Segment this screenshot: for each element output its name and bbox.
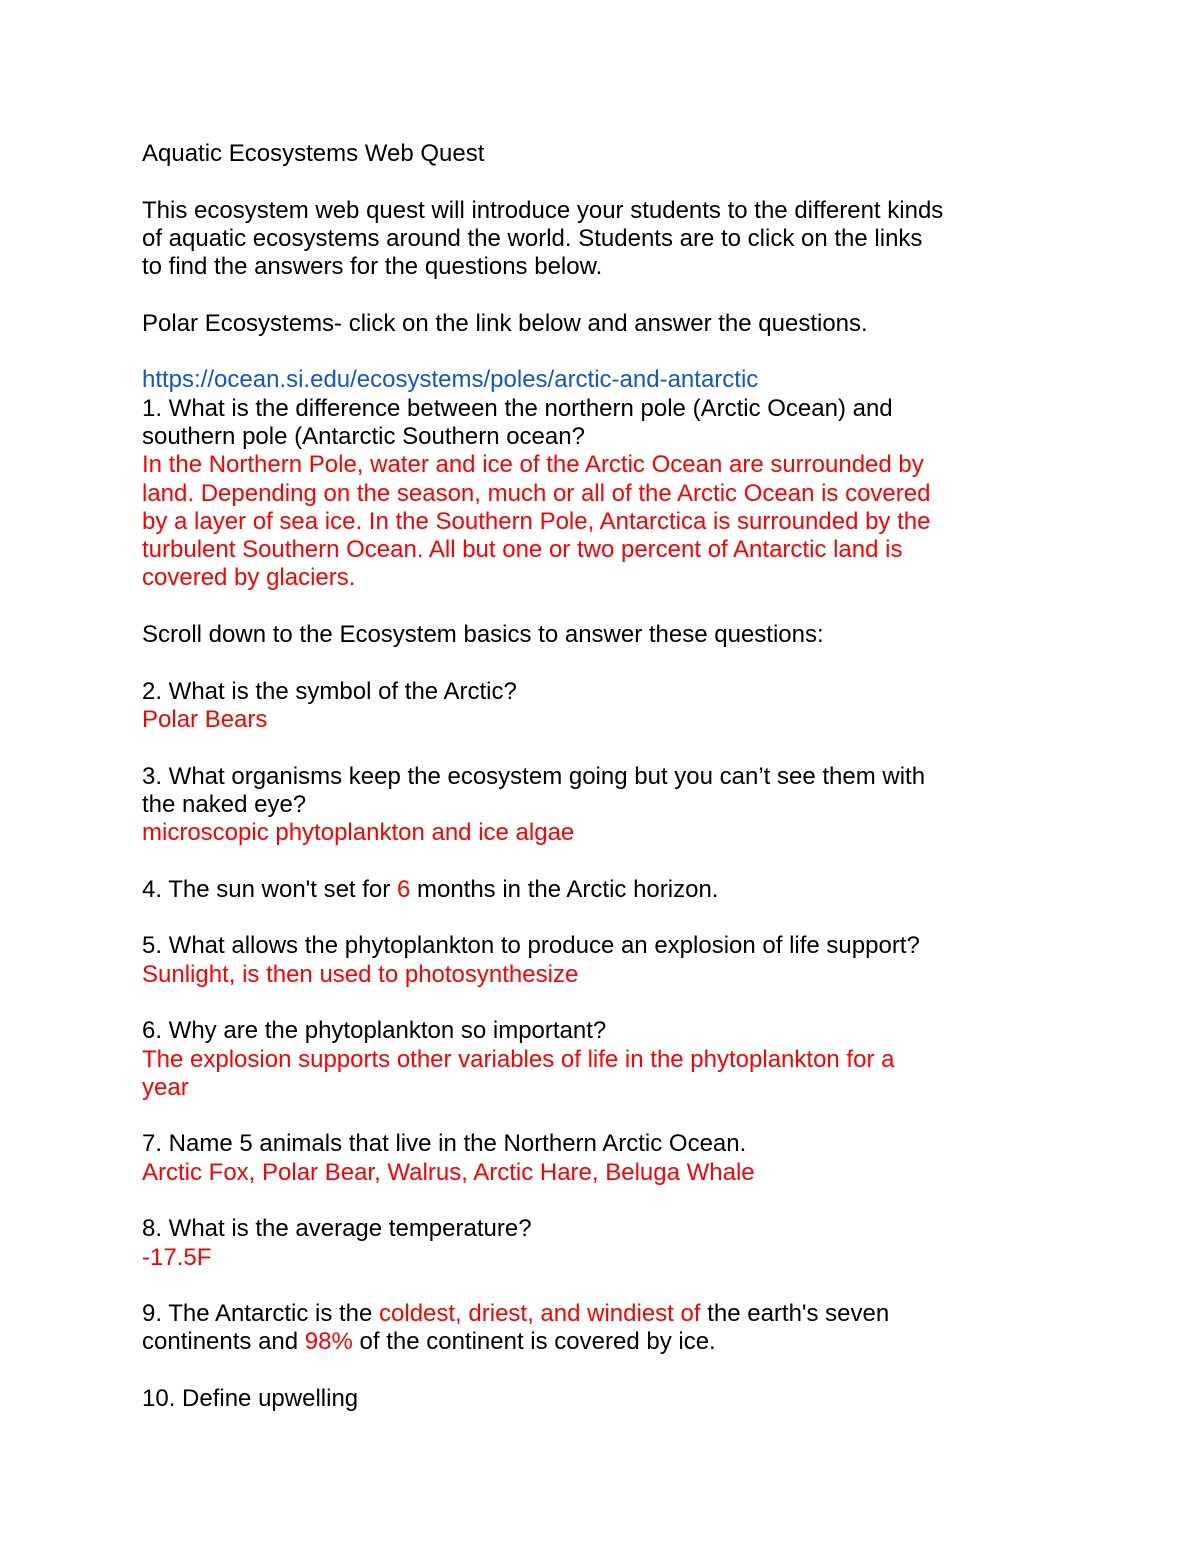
intro-line-3: to find the answers for the questions below.	[142, 253, 603, 281]
q4-line	[142, 876, 1102, 904]
q6-answer-line-1: The explosion supports other variables of life in the phytoplankton for a	[142, 1045, 895, 1073]
intro-line-2: of aquatic ecosystems around the world. Students are to click on the links	[142, 224, 923, 252]
scroll-instruction: Scroll down to the Ecosystem basics to answer these questions:	[142, 621, 824, 649]
q3-answer: microscopic phytoplankton and ice algae	[142, 819, 575, 847]
q8-question: 8. What is the average temperature?	[142, 1215, 532, 1243]
q6-question: 6. Why are the phytoplankton so important?	[142, 1017, 607, 1045]
q10-question: 10. Define upwelling	[142, 1385, 359, 1413]
q4-answer: 6	[396, 875, 411, 903]
q9-line-1	[142, 1300, 1102, 1328]
q9-line2-before: continents and	[142, 1328, 305, 1356]
q4-before: 4. The sun won't set for	[142, 875, 397, 903]
q1-answer-line-3: by a layer of sea ice. In the Southern Pole, Antarctica is surrounded by the	[142, 507, 931, 535]
q9-before: 9. The Antarctic is the	[142, 1300, 380, 1328]
q5-question: 5. What allows the phytoplankton to produce an explosion of life support?	[142, 932, 920, 960]
q1-answer-line-4: turbulent Southern Ocean. All but one or two percent of Antarctic land is	[142, 536, 903, 564]
q9-line2-after: of the continent is covered by ice.	[352, 1328, 716, 1356]
q2-question: 2. What is the symbol of the Arctic?	[142, 677, 517, 705]
intro-line-1: This ecosystem web quest will introduce your students to the different kinds	[142, 196, 944, 224]
q1-answer-line-5: covered by glaciers.	[142, 564, 356, 592]
q6-answer-line-2: year	[142, 1073, 189, 1101]
q7-answer: Arctic Fox, Polar Bear, Walrus, Arctic Hare, Beluga Whale	[142, 1158, 755, 1186]
q3-question-line-2: the naked eye?	[142, 790, 307, 818]
q9-answer-2: 98%	[304, 1328, 353, 1356]
q2-answer: Polar Bears	[142, 705, 268, 733]
q1-question-line-1: 1. What is the difference between the northern pole (Arctic Ocean) and	[142, 394, 893, 422]
q9-answer-1: coldest, driest, and windiest of	[379, 1300, 701, 1328]
q7-question: 7. Name 5 animals that live in the Northern Arctic Ocean.	[142, 1130, 747, 1158]
q9-middle: the earth's seven	[700, 1300, 890, 1328]
q8-answer: -17.5F	[142, 1243, 212, 1271]
document-page	[142, 140, 1102, 1413]
q5-answer: Sunlight, is then used to photosynthesize	[142, 960, 579, 988]
q1-question-line-2: southern pole (Antarctic Southern ocean?	[142, 422, 585, 450]
document-title: Aquatic Ecosystems Web Quest	[142, 140, 485, 167]
arctic-antarctic-link[interactable]: https://ocean.si.edu/ecosystems/poles/arctic-and-antarctic	[142, 366, 759, 394]
q1-answer-line-2: land. Depending on the season, much or all of the Arctic Ocean is covered	[142, 479, 931, 507]
q4-after: months in the Arctic horizon.	[410, 875, 719, 903]
q1-answer-line-1: In the Northern Pole, water and ice of the Arctic Ocean are surrounded by	[142, 451, 924, 479]
polar-heading: Polar Ecosystems- click on the link below and answer the questions.	[142, 309, 868, 337]
q3-question-line-1: 3. What organisms keep the ecosystem going but you can’t see them with	[142, 762, 926, 790]
q9-line-2	[142, 1328, 1102, 1356]
